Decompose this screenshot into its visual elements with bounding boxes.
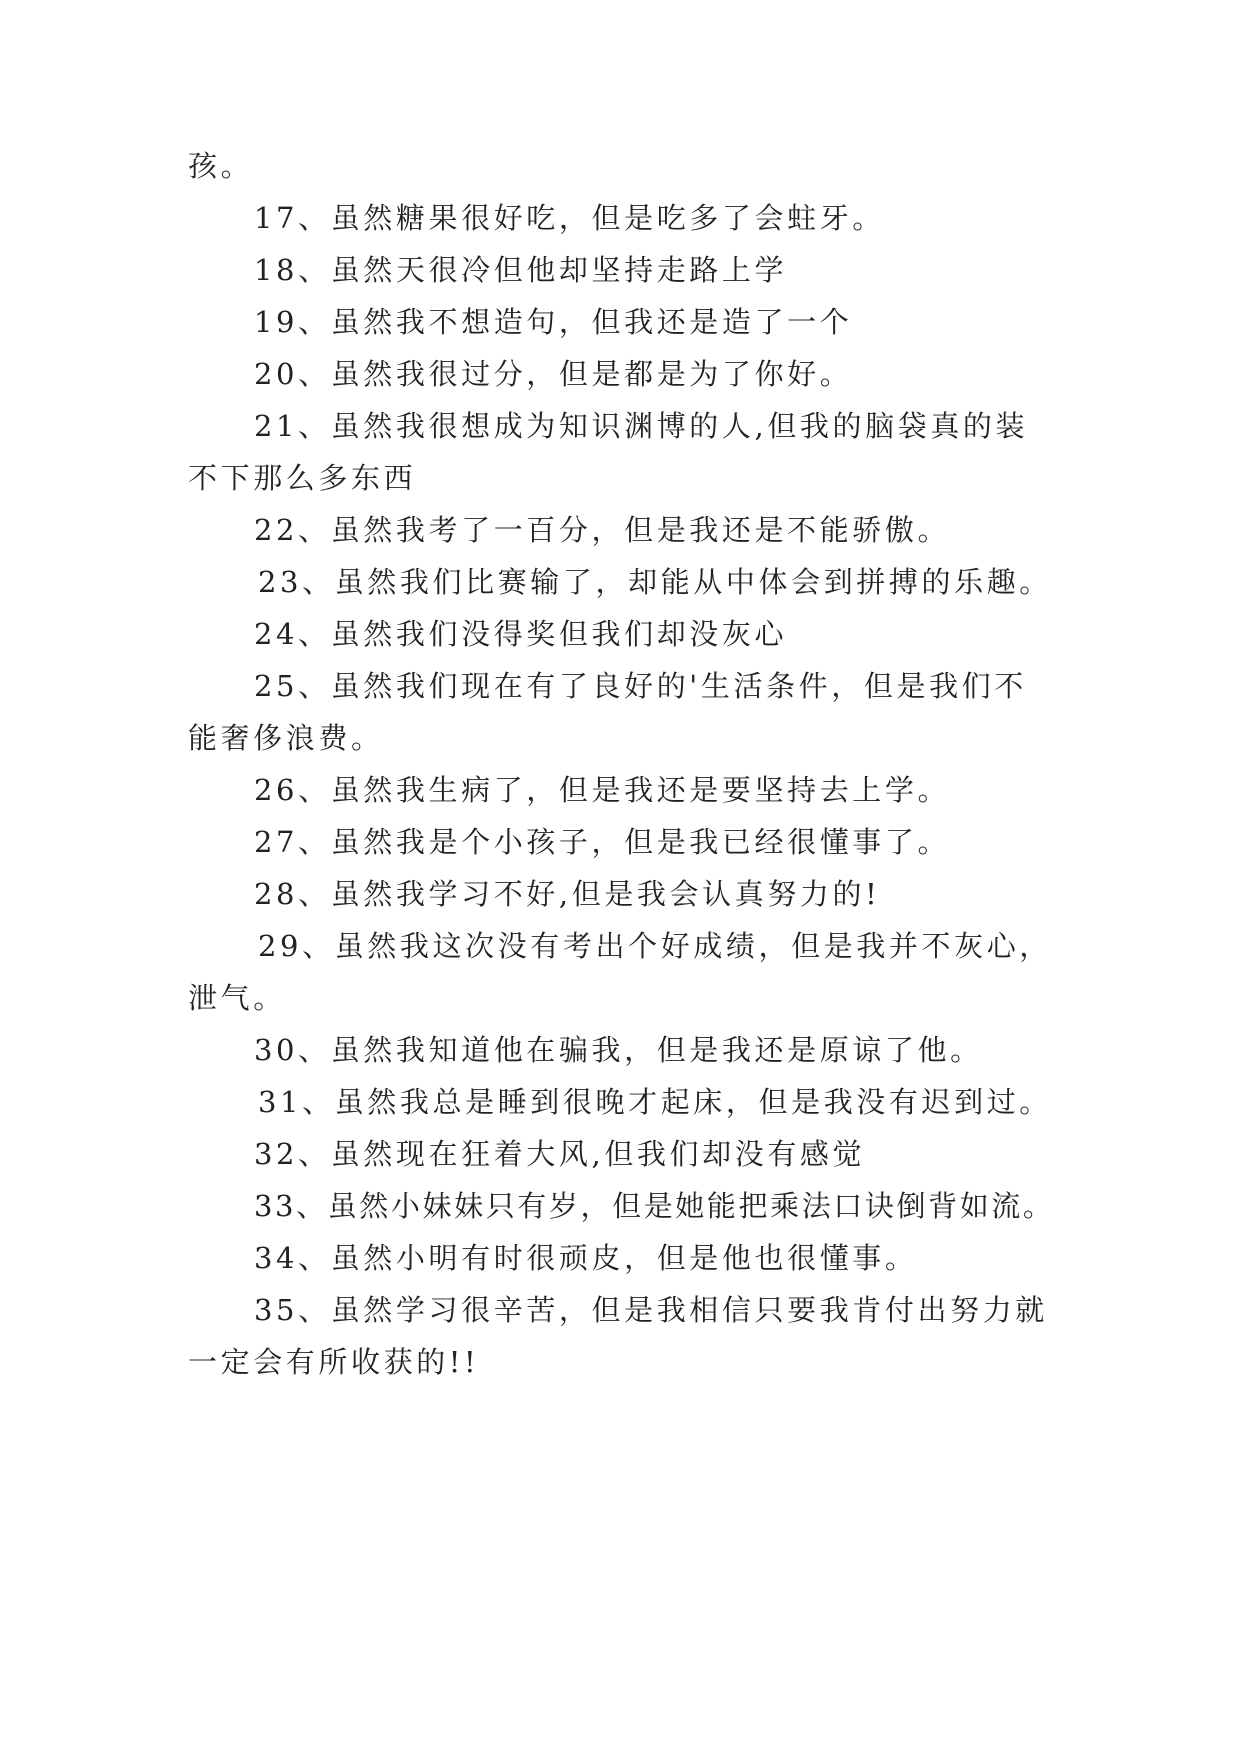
text-line: 32、虽然现在狂着大风,但我们却没有感觉 [254, 1137, 866, 1171]
text-line: 能奢侈浪费。 [188, 721, 384, 755]
text-line: 33、虽然小妹妹只有岁，但是她能把乘法口诀倒背如流。 [254, 1189, 1055, 1223]
text-line: 泄气。 [188, 981, 286, 1015]
text-line: 27、虽然我是个小孩子，但是我已经很懂事了。 [254, 825, 951, 859]
text-line: 23、虽然我们比赛输了，却能从中体会到拼搏的乐趣。 [258, 565, 1052, 599]
text-line: 28、虽然我学习不好,但是我会认真努力的! [254, 877, 881, 911]
text-line: 34、虽然小明有时很顽皮，但是他也很懂事。 [254, 1241, 918, 1275]
text-line: 19、虽然我不想造句，但我还是造了一个 [254, 305, 853, 339]
text-line: 21、虽然我很想成为知识渊博的人,但我的脑袋真的装 [254, 409, 1029, 443]
text-line: 一定会有所收获的!! [188, 1345, 480, 1379]
text-line: 26、虽然我生病了，但是我还是要坚持去上学。 [254, 773, 951, 807]
text-line: 孩。 [188, 149, 254, 183]
text-line: 35、虽然学习很辛苦，但是我相信只要我肯付出努力就 [254, 1293, 1048, 1327]
text-line: 25、虽然我们现在有了良好的'生活条件，但是我们不 [254, 669, 1027, 703]
text-line: 22、虽然我考了一百分，但是我还是不能骄傲。 [254, 513, 951, 547]
text-line: 17、虽然糖果很好吃，但是吃多了会蛀牙。 [254, 201, 885, 235]
text-line: 不下那么多东西 [188, 461, 417, 495]
text-line: 29、虽然我这次没有考出个好成绩，但是我并不灰心， [258, 929, 1052, 963]
text-line: 18、虽然天很冷但他却坚持走路上学 [254, 253, 788, 287]
text-line: 31、虽然我总是睡到很晚才起床，但是我没有迟到过。 [258, 1085, 1052, 1119]
text-line: 20、虽然我很过分，但是都是为了你好。 [254, 357, 853, 391]
text-line: 24、虽然我们没得奖但我们却没灰心 [254, 617, 788, 651]
text-line: 30、虽然我知道他在骗我，但是我还是原谅了他。 [254, 1033, 983, 1067]
